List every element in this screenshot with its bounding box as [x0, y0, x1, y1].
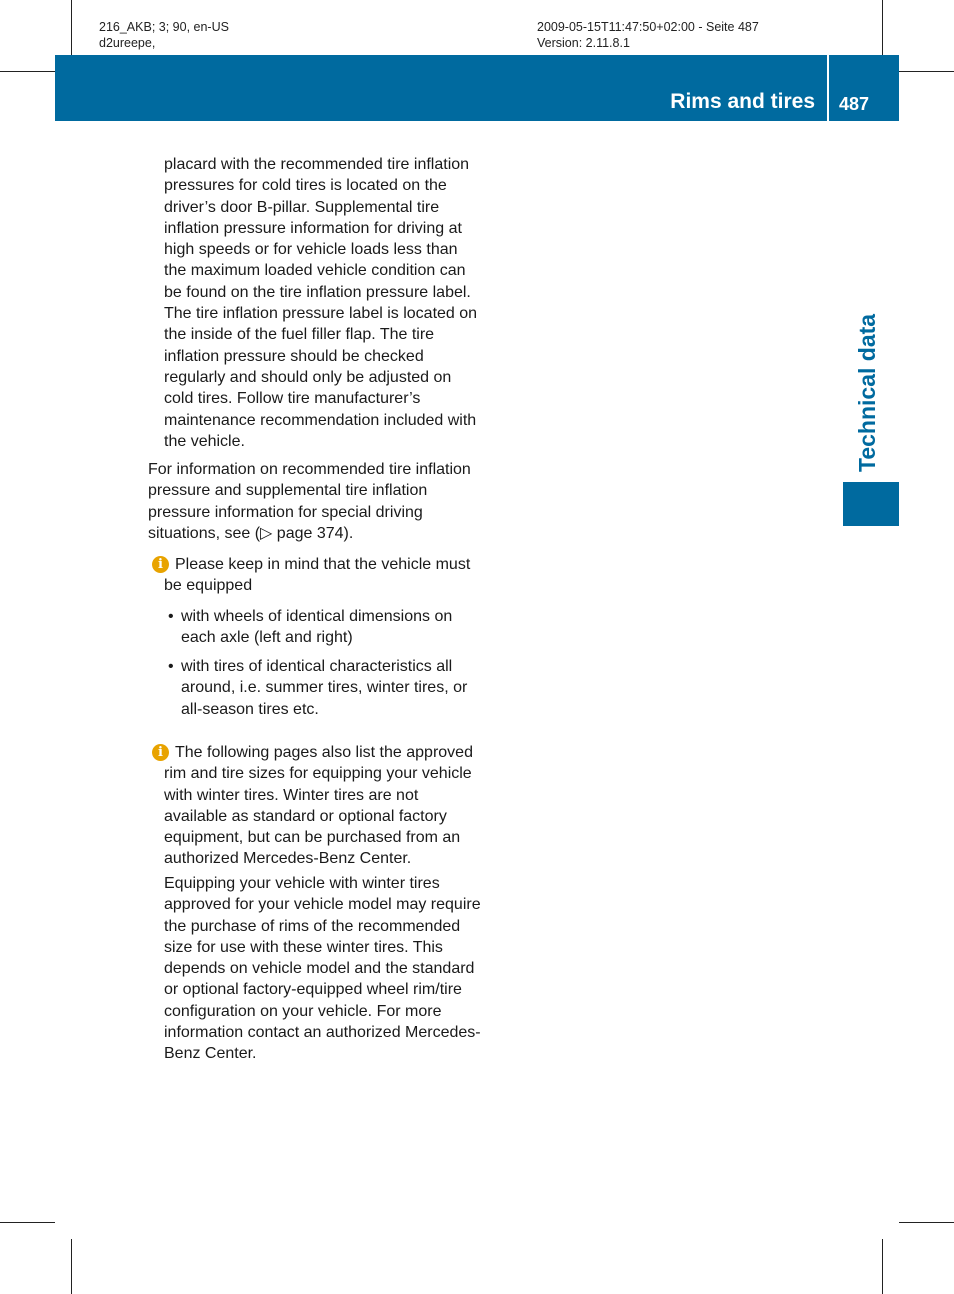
info-note-text: Please keep in mind that the vehicle must be equipped [164, 556, 471, 595]
info-note-equipped [164, 554, 482, 597]
meta-line: d2ureepe, [99, 36, 156, 50]
info-note-text: The following pages also list the approved rim and tire sizes for equipping your vehicle with winter tires. Winter tires are not available as standard or optional factory equipment, but can be purchased from an authorized Mercedes-Benz Center. [164, 744, 473, 868]
header-divider [827, 55, 829, 121]
header-bar [55, 55, 899, 121]
crop-mark [882, 1239, 883, 1294]
info-icon: i [152, 556, 169, 573]
paragraph-winter-rims: Equipping your vehicle with winter tires approved for your vehicle model may require the purchase of rims of the recommended size for use with these winter tires. This depends on vehicle model and the standard or optional factory-equipped wheel rim/tire configuration on your vehicle. For more information contact an authorized Mercedes-Benz Center. [164, 875, 481, 1063]
section-title: Rims and tires [670, 90, 815, 113]
page-number: 487 [839, 94, 870, 114]
meta-line: Version: 2.11.8.1 [537, 36, 630, 50]
meta-line: 216_AKB; 3; 90, en-US [99, 20, 229, 34]
crop-mark [899, 1222, 954, 1223]
bullet-item: with tires of identical characteristics all around, i.e. summer tires, winter tires, or all-season tires etc. [181, 658, 468, 718]
crop-mark [899, 71, 954, 72]
bullet-marker: • [168, 608, 174, 625]
paragraph-placard: placard with the recommended tire inflation pressures for cold tires is located on the driver’s door B-pillar. Supplemental tire inflation pressure information for driving at high speeds or for vehicle loads less than the maximum loaded vehicle condition can be found on the tire inflation pressure label. The tire inflation pressure label is located on the inside of the fuel filler flap. The tire inflation pressure should be checked regularly and should only be adjusted on cold tires. Follow tire manufacturer’s maintenance recommendation included with the vehicle. [164, 156, 478, 450]
paragraph-info-reference: For information on recommended tire inflation pressure and supplemental tire inflation pressure information for special driving situations, see (▷ page 374). [148, 461, 471, 542]
print-meta-right [537, 19, 759, 51]
crop-mark [71, 1239, 72, 1294]
bullet-marker: • [168, 658, 174, 675]
info-icon: i [152, 744, 169, 761]
meta-line: 2009-05-15T11:47:50+02:00 - Seite 487 [537, 20, 759, 34]
info-note-winter-tires [164, 742, 482, 870]
crop-mark [0, 71, 55, 72]
crop-mark [0, 1222, 55, 1223]
crop-mark [71, 0, 72, 55]
side-tab-label: Technical data [854, 313, 880, 472]
print-meta-left [99, 19, 229, 51]
side-tab-marker [843, 482, 899, 526]
bullet-item: with wheels of identical dimensions on each axle (left and right) [181, 608, 453, 647]
crop-mark [882, 0, 883, 55]
